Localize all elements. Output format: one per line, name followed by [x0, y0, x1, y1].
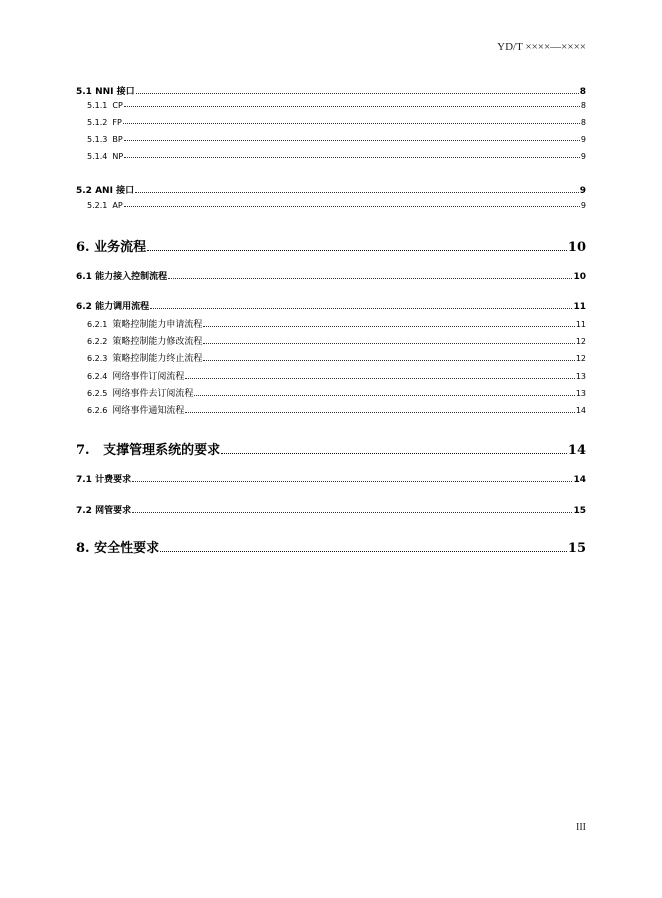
toc-title: CP: [112, 101, 123, 110]
toc-entry-6-2-2[interactable]: [76, 334, 586, 347]
toc-page-number: 15: [573, 506, 586, 516]
toc-page-number: 9: [580, 152, 586, 161]
dot-leader: [147, 250, 567, 251]
dot-leader: [194, 395, 574, 396]
toc-page-number: 10: [573, 272, 586, 282]
toc-number: 5.2.1: [87, 201, 108, 210]
toc-number: 7.: [76, 443, 90, 458]
dot-leader: [203, 360, 574, 361]
toc-page-number: 9: [580, 201, 586, 210]
toc-number: 5.1: [76, 87, 92, 97]
toc-entry-5-1-4[interactable]: [76, 152, 586, 161]
dot-leader: [124, 206, 580, 207]
toc-page-number: 13: [575, 372, 586, 381]
toc-number: 5.1.3: [87, 135, 108, 144]
toc-entry-6-2-4[interactable]: [76, 369, 586, 382]
toc-page-number: 8: [580, 118, 586, 127]
toc-entry-6-2[interactable]: [76, 299, 586, 312]
toc-page-number: 14: [573, 475, 586, 485]
toc-entry-8[interactable]: [76, 537, 586, 556]
dot-leader: [203, 326, 574, 327]
toc-title: ANI 接口: [95, 186, 135, 196]
dot-leader: [168, 278, 572, 279]
toc-page-number: 8: [580, 101, 586, 110]
toc-entry-6-2-6[interactable]: [76, 403, 586, 416]
toc-number: 6.: [76, 240, 90, 255]
toc-number: 6.2.2: [87, 337, 108, 346]
toc-page-number: 15: [567, 541, 586, 556]
toc-number: 6.2.6: [87, 406, 108, 415]
toc-title: 网络事件通知流程: [112, 406, 185, 416]
toc-number: 6.2.3: [87, 354, 108, 363]
toc-entry-6-2-3[interactable]: [76, 351, 586, 364]
toc-page-number: 10: [567, 240, 586, 255]
toc-entry-5-1[interactable]: [76, 84, 586, 97]
toc-number: 7.2: [76, 506, 92, 516]
toc-entry-5-2[interactable]: [76, 183, 586, 196]
toc-title: 计费要求: [95, 475, 132, 485]
dot-leader: [123, 123, 580, 124]
toc-number: 5.1.1: [87, 101, 108, 110]
toc-number: 6.2.5: [87, 389, 108, 398]
toc-page-number: 11: [575, 320, 586, 329]
dot-leader: [132, 481, 572, 482]
toc-entry-6[interactable]: [76, 236, 586, 255]
toc-entry-5-2-1[interactable]: [76, 201, 586, 210]
dot-leader: [136, 93, 579, 94]
toc-entry-5-1-3[interactable]: [76, 135, 586, 144]
toc-page-number: 9: [580, 135, 586, 144]
toc-number: 5.2: [76, 186, 92, 196]
toc-title: FP: [112, 118, 122, 127]
toc-entry-7[interactable]: [76, 439, 586, 458]
toc-title: 策略控制能力修改流程: [112, 337, 203, 347]
dot-leader: [185, 378, 574, 379]
toc-page-number: 13: [575, 389, 586, 398]
toc-title: 能力接入控制流程: [95, 272, 168, 282]
toc-number: 6.2: [76, 302, 92, 312]
toc-title: NP: [112, 152, 124, 161]
toc-entry-7-2[interactable]: [76, 503, 586, 516]
toc-number: 6.1: [76, 272, 92, 282]
toc-number: 6.2.4: [87, 372, 108, 381]
toc-title: 能力调用流程: [95, 302, 150, 312]
toc-title: 策略控制能力申请流程: [112, 320, 203, 330]
toc-page-number: 12: [575, 337, 586, 346]
toc-number: 8.: [76, 541, 90, 556]
toc-title: 网络事件去订阅流程: [112, 389, 194, 399]
dot-leader: [203, 343, 574, 344]
toc-page-number: 9: [579, 186, 586, 196]
document-code-header: YD/T ××××—××××: [497, 41, 586, 53]
dot-leader: [221, 453, 567, 454]
toc-page-number: 14: [575, 406, 586, 415]
toc-title: 安全性要求: [94, 541, 160, 556]
toc-page-number: 12: [575, 354, 586, 363]
toc-title: 支撑管理系统的要求: [103, 443, 221, 458]
dot-leader: [150, 308, 572, 309]
dot-leader: [160, 551, 567, 552]
toc-page-number: 8: [579, 87, 586, 97]
dot-leader: [135, 192, 579, 193]
dot-leader: [124, 140, 580, 141]
dot-leader: [124, 106, 580, 107]
toc-title: 网络事件订阅流程: [112, 372, 185, 382]
dot-leader: [124, 157, 580, 158]
toc-title: AP: [112, 201, 123, 210]
toc-entry-6-2-5[interactable]: [76, 386, 586, 399]
toc-title: 策略控制能力终止流程: [112, 354, 203, 364]
dot-leader: [132, 512, 572, 513]
toc-entry-5-1-2[interactable]: [76, 118, 586, 127]
toc-entry-7-1[interactable]: [76, 472, 586, 485]
page-number-footer: III: [576, 822, 586, 833]
toc-number: 5.1.4: [87, 152, 108, 161]
toc-title: BP: [112, 135, 123, 144]
toc-title: NNI 接口: [95, 87, 135, 97]
toc-entry-6-1[interactable]: [76, 269, 586, 282]
toc-page-number: 11: [573, 302, 586, 312]
toc-entry-5-1-1[interactable]: [76, 101, 586, 110]
toc-number: 6.2.1: [87, 320, 108, 329]
toc-number: 5.1.2: [87, 118, 108, 127]
toc-entry-6-2-1[interactable]: [76, 317, 586, 330]
toc-title: 网管要求: [95, 506, 132, 516]
toc-title: 业务流程: [94, 240, 147, 255]
toc-number: 7.1: [76, 475, 92, 485]
toc-page-number: 14: [567, 443, 586, 458]
dot-leader: [185, 412, 574, 413]
